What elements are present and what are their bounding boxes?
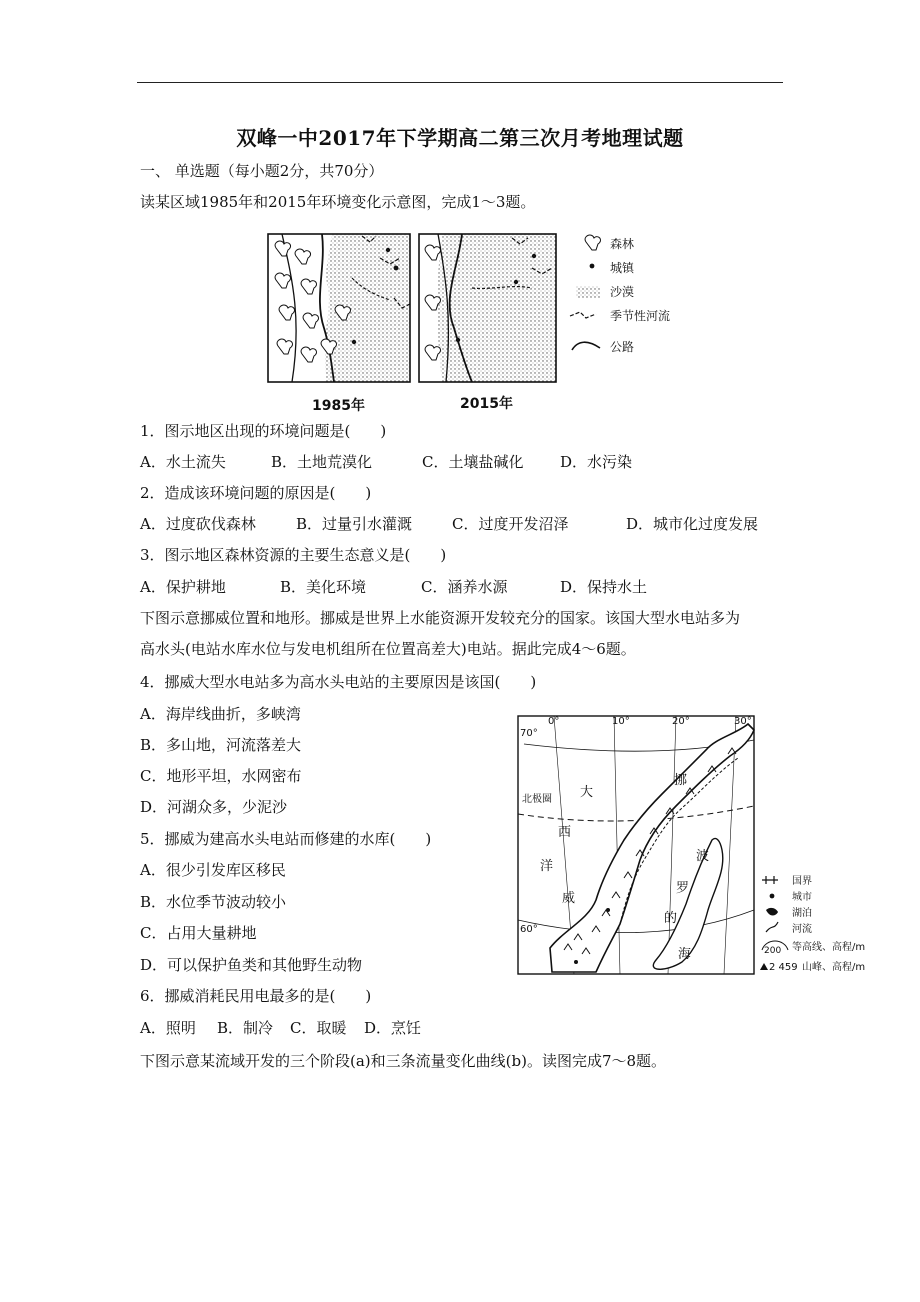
q2-option-d[interactable]: D．城市化过度发展: [626, 515, 759, 533]
intro-q7-8: 下图示意某流域开发的三个阶段(a)和三条流量变化曲线(b)。读图完成7～8题。: [140, 1052, 667, 1070]
map-2015: [419, 234, 556, 382]
question-2-stem: 2．造成该环境问题的原因是( ): [140, 484, 372, 502]
ocean-char-1: 大: [580, 785, 594, 800]
q1-option-c[interactable]: C．土壤盐碱化: [422, 453, 524, 471]
question-6-stem: 6．挪威消耗民用电最多的是( ): [140, 987, 372, 1005]
q6-option-d[interactable]: D．烹饪: [364, 1019, 422, 1037]
legend-city-label: 城市: [792, 892, 812, 903]
intro-q1-3: 读某区域1985年和2015年环境变化示意图，完成1～3题。: [140, 193, 536, 211]
q2-option-b[interactable]: B．过量引水灌溉: [296, 515, 413, 533]
lon-0: 0°: [548, 716, 560, 727]
section-heading: 一、 单选题（每小题2分，共70分）: [140, 162, 384, 180]
lon-10: 10°: [612, 716, 630, 727]
sea-char-4: 海: [678, 947, 692, 962]
q5-option-a[interactable]: A．很少引发库区移民: [140, 861, 286, 879]
legend-peak-value: 2 459: [769, 962, 798, 973]
question-4-stem: 4．挪威大型水电站多为高水头电站的主要原因是该国( ): [140, 673, 537, 691]
lon-20: 20°: [672, 716, 690, 727]
legend-lake-label: 湖泊: [792, 908, 812, 919]
country-char-1: 挪: [674, 773, 688, 788]
header-rule: [137, 82, 783, 83]
legend-city: [770, 890, 812, 903]
q6-option-c[interactable]: C．取暖: [290, 1019, 347, 1037]
q3-option-c[interactable]: C．涵养水源: [421, 578, 508, 596]
legend-border-label: 国界: [792, 876, 812, 887]
legend-desert-label: 沙漠: [610, 285, 635, 299]
year-2015-label: 2015年: [460, 396, 513, 412]
legend-contour: [762, 940, 865, 956]
q4-option-b[interactable]: B．多山地，河流落差大: [140, 736, 302, 754]
intro-q4-6-line1: 下图示意挪威位置和地形。挪威是世界上水能资源开发较充分的国家。该国大型水电站多为: [140, 609, 741, 627]
legend-river: [766, 922, 812, 935]
ocean-char-3: 洋: [540, 859, 554, 874]
legend-border: [762, 875, 812, 887]
q4-option-a[interactable]: A．海岸线曲折，多峡湾: [140, 705, 301, 723]
legend-forest: [585, 235, 634, 251]
sea-char-1: 波: [696, 849, 710, 864]
q1-option-d[interactable]: D．水污染: [560, 453, 633, 471]
lon-30: 30°: [734, 716, 752, 727]
legend-contour-value: 200: [764, 946, 782, 956]
legend-town: [590, 260, 635, 275]
map-1985: [268, 234, 410, 382]
figure-norway-map: [516, 710, 880, 980]
figure-environment-change: [262, 228, 692, 416]
q6-option-b[interactable]: B．制冷: [217, 1019, 274, 1037]
ocean-char-2: 西: [558, 825, 572, 840]
legend-lake: [766, 906, 812, 919]
legend-river-label-2: 河流: [792, 924, 812, 935]
legend-peak-label: 山峰、高程/m: [802, 962, 866, 973]
legend-road: [572, 340, 634, 354]
question-1-stem: 1．图示地区出现的环境问题是( ): [140, 422, 387, 440]
sea-char-2: 罗: [676, 881, 690, 896]
legend-contour-label: 等高线、高程/m: [792, 942, 866, 953]
legend-desert: [576, 284, 634, 299]
legend-forest-label: 森林: [610, 237, 635, 251]
lat-60: 60°: [520, 924, 538, 935]
q5-option-d[interactable]: D．可以保护鱼类和其他野生动物: [140, 956, 363, 974]
legend-seasonal-river: [570, 308, 670, 323]
year-1985-label: 1985年: [312, 398, 365, 414]
q2-option-a[interactable]: A．过度砍伐森林: [140, 515, 256, 533]
page-title: 双峰一中2017年下学期高二第三次月考地理试题: [236, 126, 684, 150]
legend-town-label: 城镇: [610, 261, 635, 275]
q3-option-a[interactable]: A．保护耕地: [140, 578, 226, 596]
q3-option-d[interactable]: D．保持水土: [560, 578, 648, 596]
question-3-stem: 3．图示地区森林资源的主要生态意义是( ): [140, 546, 447, 564]
legend-road-label: 公路: [610, 340, 635, 354]
q2-option-c[interactable]: C．过度开发沼泽: [452, 515, 569, 533]
q6-option-a[interactable]: A．照明: [140, 1019, 196, 1037]
sea-char-3: 的: [664, 911, 678, 926]
legend-peak: [760, 960, 865, 973]
q4-option-d[interactable]: D．河湖众多，少泥沙: [140, 798, 288, 816]
lat-70: 70°: [520, 728, 538, 739]
q5-option-c[interactable]: C．占用大量耕地: [140, 924, 257, 942]
q5-option-b[interactable]: B．水位季节波动较小: [140, 893, 287, 911]
q1-option-a[interactable]: A．水土流失: [140, 453, 226, 471]
q1-option-b[interactable]: B．土地荒漠化: [271, 453, 373, 471]
question-5-stem: 5．挪威为建高水头电站而修建的水库( ): [140, 830, 432, 848]
country-char-2: 威: [562, 891, 576, 906]
q3-option-b[interactable]: B．美化环境: [280, 578, 367, 596]
q4-option-c[interactable]: C．地形平坦，水网密布: [140, 767, 302, 785]
intro-q4-6-line2: 高水头(电站水库水位与发电机组所在位置高差大)电站。据此完成4～6题。: [140, 640, 636, 658]
arctic-circle-label: 北极圈: [522, 794, 552, 805]
legend-river-label: 季节性河流: [610, 309, 671, 323]
